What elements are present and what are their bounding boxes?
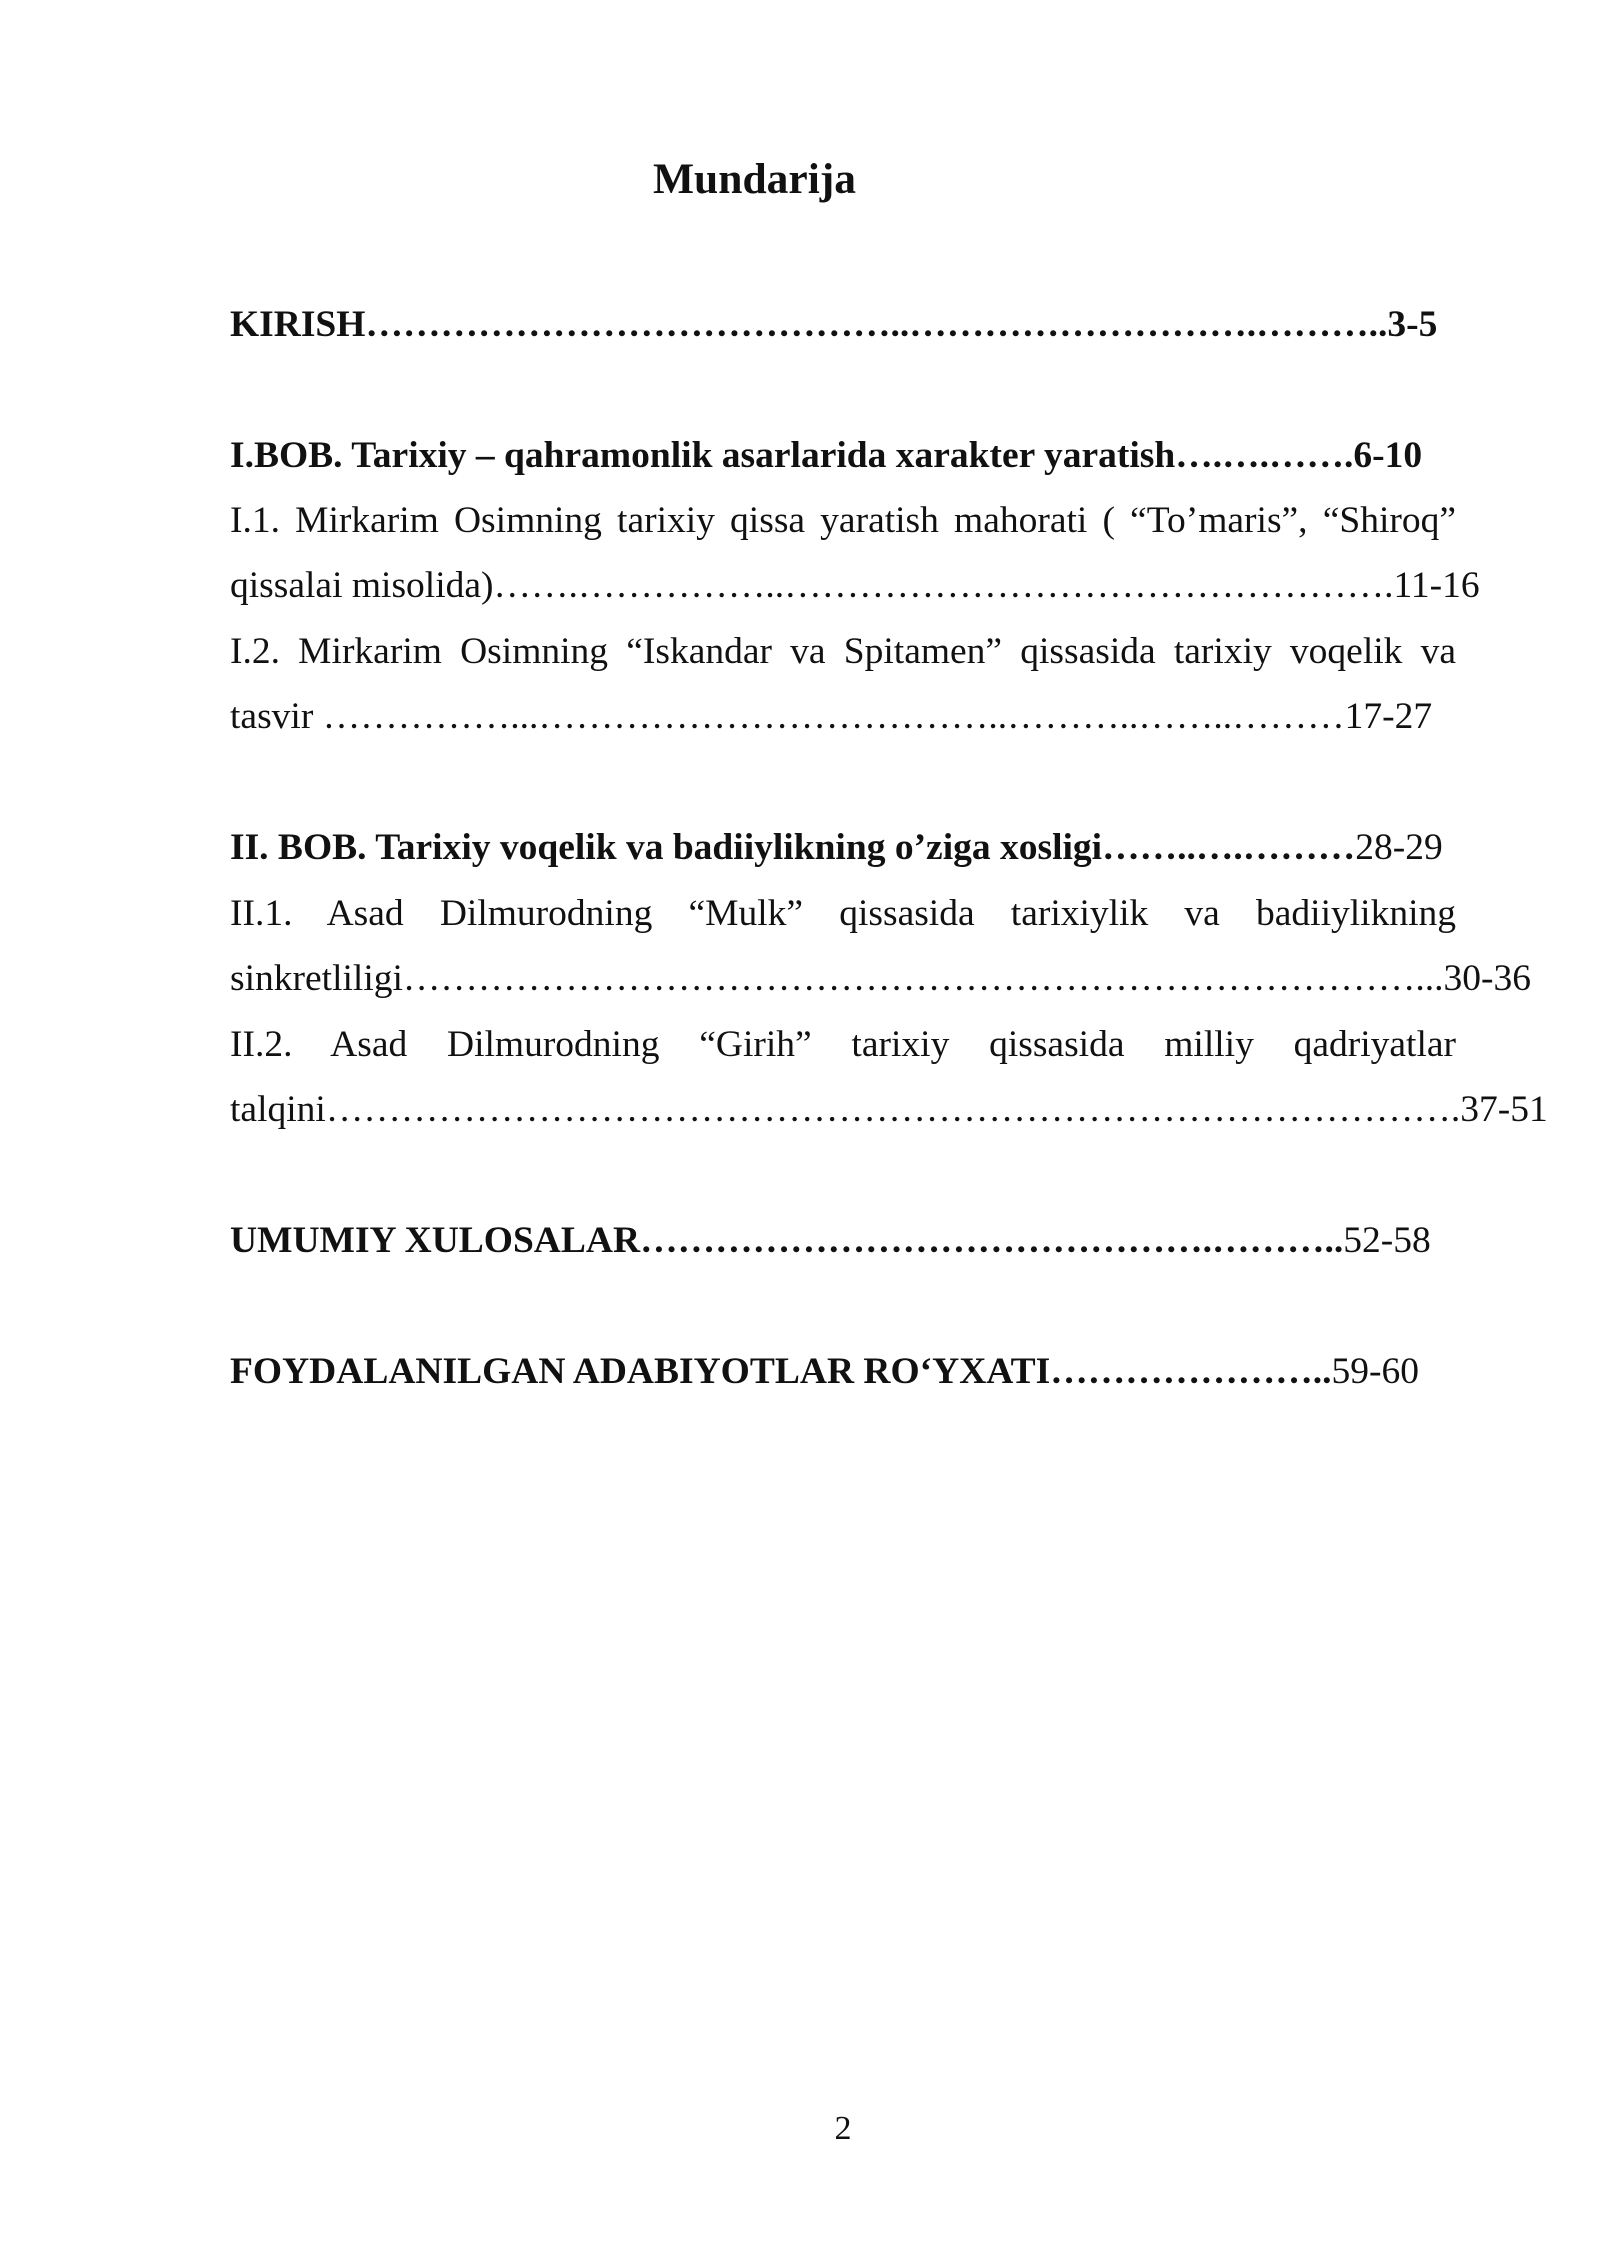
toc-entry-kirish [230,292,1456,357]
toc-entry-2-1-line2 [230,946,1532,1011]
toc-page-range: 6-10 [1353,434,1423,476]
toc-entry-label: tasvir [230,696,314,738]
toc-entry-conclusions [230,1208,1456,1273]
toc-entry-label: talqini [230,1088,326,1130]
dot-leader: ……………………………………..……………………….……….. [365,303,1388,345]
toc-page-range: 11-16 [1393,565,1480,607]
toc-entry-2-2-line2 [230,1077,1548,1142]
spacer [230,750,1456,815]
toc-page-range: 59-60 [1331,1350,1419,1392]
toc-entry-bibliography [230,1339,1456,1404]
toc-page-range: 17-27 [1344,696,1433,738]
spacer [230,1273,1456,1338]
dot-leader: ………………….. [1050,1350,1332,1392]
toc-page-range: 3-5 [1387,303,1438,345]
dot-leader: ……………………………………….……….. [640,1219,1344,1261]
toc-entry-1-1-line2 [230,553,1480,618]
page-number: 2 [834,2110,852,2147]
toc-title: Mundarija [653,155,857,203]
toc-page-range: 28-29 [1355,827,1443,869]
toc-entry-2-1-line1: II.1. Asad Dilmurodning “Mulk” qissasida tarixiylik va badiiylikning [230,892,1456,934]
toc-entry-1-1-line1: I.1. Mirkarim Osimning tarixiy qissa yaratish mahorati ( “To’maris”, “Shiroq” [230,500,1456,541]
toc-entry-2-2-line1: II.2. Asad Dilmurodning “Girih” tarixiy qissasida milliy qadriyatlar [230,1023,1456,1065]
table-of-contents [230,292,1548,1404]
dot-leader: ………………………………………………………………………... [402,958,1444,1000]
dot-leader: ……………...………………………………..………..……..……… [322,696,1345,738]
toc-entry-label: FOYDALANILGAN ADABIYOTLAR RO‘YXATI [230,1350,1051,1392]
toc-entry-1-2-line2 [230,684,1456,749]
dot-leader: …….……………..…………………………………………. [493,565,1394,607]
dot-leader: ………………………………………………………………………………. [325,1088,1461,1130]
toc-entry-1-2-line1: I.2. Mirkarim Osimning “Iskandar va Spitamen” qissasida tarixiy voqelik va [230,630,1456,672]
toc-page-range: 52-58 [1343,1219,1431,1261]
toc-entry-label: KIRISH [230,303,366,345]
toc-entry-label: qissalai misolida) [230,565,494,607]
dot-leader: ……..….……… [1102,827,1356,869]
toc-page-range: 30-36 [1443,958,1532,1000]
toc-entry-label: UMUMIY XULOSALAR [230,1219,641,1261]
toc-entry-chapter-2 [230,815,1456,880]
toc-entry-chapter-1 [230,423,1456,488]
toc-page-range: 37-51 [1460,1088,1548,1130]
toc-entry-label: I.BOB. Tarixiy – qahramonlik asarlarida xarakter yaratish [230,434,1176,476]
spacer [230,1142,1456,1207]
toc-entry-label: sinkretliligi [230,958,403,1000]
spacer [230,357,1456,422]
toc-entry-label: II. BOB. Tarixiy voqelik va badiiylikning o’ziga xosligi [230,827,1103,869]
dot-leader: ….….……. [1175,434,1354,476]
